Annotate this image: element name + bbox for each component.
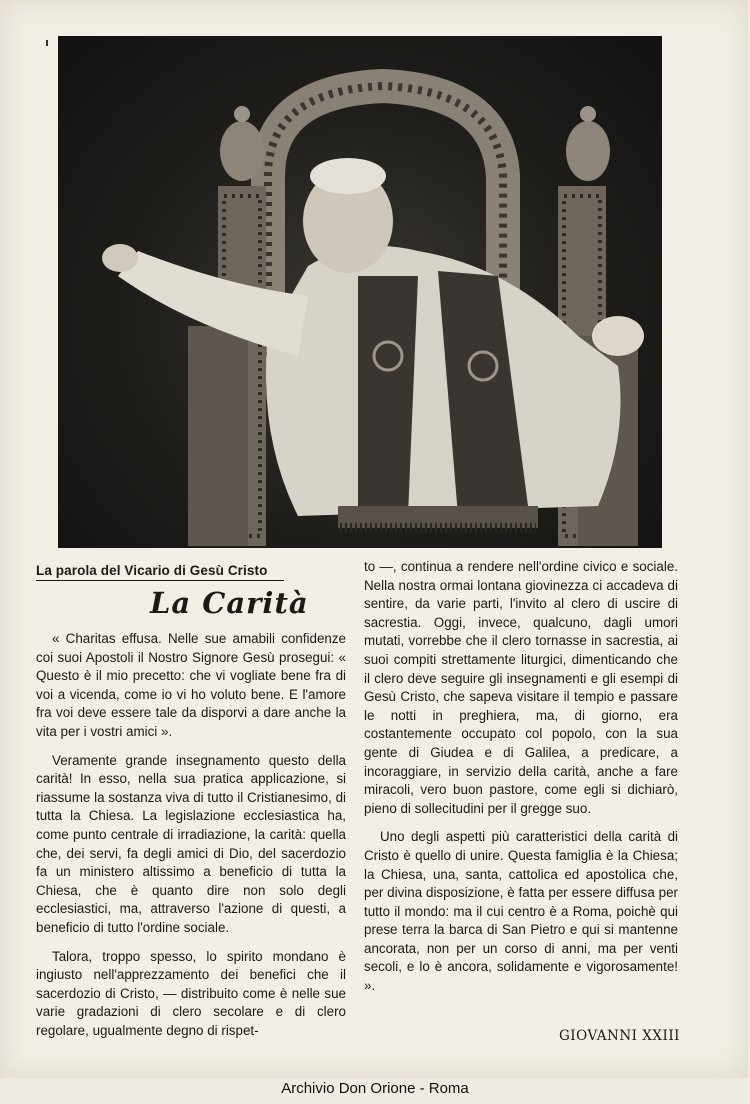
right-column: [364, 558, 678, 996]
right-hand: [592, 316, 644, 356]
stole-left: [358, 276, 418, 516]
paragraph: Veramente grande insegnamento questo della carità! In esso, nella sua pratica applicazione, si riassume la sostanza viva di tutto il Cristianesimo, di tutta la Chiesa. La legislazione ecclesiastica ha, come punto centrale di irradiazione, la carità: quella che, dei servi, fa degli amici di Dio, del sacerdozio fa un ministero altissimo a beneficio di tutta la Chiesa, che è quanto dire non solo degli ecclesiastici, ma, attraverso l'azione di questi, a beneficio di tutto l'ordine sociale.: [36, 752, 346, 935]
signature: GIOVANNI XXIII: [559, 1028, 680, 1044]
left-finial: [220, 121, 264, 181]
article-kicker: La parola del Vicario di Gesù Cristo: [36, 563, 284, 581]
article-title: La Carità: [150, 586, 309, 620]
stole-fringe: [338, 506, 538, 528]
zucchetto: [310, 158, 386, 194]
paragraph: Talora, troppo spesso, lo spirito mondano è ingiusto nell'apprezzamento dei benefici che il sacerdozio di Cristo, — distribuito come è nelle sue varie gradazioni di clero secolare e di clero regolare, ugualmente degno di rispet-: [36, 948, 346, 1038]
right-finial: [566, 121, 610, 181]
pope-on-throne-image: [58, 36, 662, 548]
archive-footer: Archivio Don Orione - Roma: [281, 1080, 469, 1097]
paragraph: Uno degli aspetti più caratteristici della carità di Cristo è quello di unire. Questa famiglia è la Chiesa; la Chiesa, una, santa, cattolica ed apostolica che, per divina disposizione, è fatta per essere diffusa per tutto il mondo: ma il cui centro è a Roma, poichè qui prese terra la barca di San Pietro e qui si mantenne ancorata, non per un corso di anni, ma per venti secoli, e lo è ancora, solidamente e vigorosamente! ».: [364, 829, 678, 994]
pope-photograph: [58, 36, 662, 548]
print-mark: [46, 40, 48, 46]
left-column: [36, 630, 346, 1040]
paragraph: « Charitas effusa. Nelle sue amabili confidenze coi suoi Apostoli il Nostro Signore Gesù prosegui: « Questo è il mio precetto: che vi vogliate bene fra di voi a vicenda, come io vi ho voluto bene. E l'amore fra voi deve essere tale da disporvi a dare anche la vita per i vostri amici ».: [36, 631, 346, 739]
left-throne-arm: [188, 326, 248, 546]
paragraph: to —, continua a rendere nell'ordine civico e sociale. Nella nostra ormai lontana giovinezza ci accadeva di sentire, da varie parti, l'invito al clero di uscire di sacrestia. Oggi, invece, qualcuno, dagli umori mutati, vorrebbe che il clero tornasse in sacrestia, ai suoi compiti strettamente liturgici, dimenticando che il clero deve seguire gli insegnamenti e gli esempi di Gesù Cristo, che sapeva visitare il tempio e passare le notti in preghiera, ma, di giorno, era costantemente occupato col popolo, con la sua gente di Giudea e di Galilea, a predicare, a incoraggiare, in servizio della carità, anche a fare miracoli, vero buon pastore, come egli si dichiarò, pieno di sollecitudini per il gregge suo.: [364, 559, 678, 816]
blessing-hand: [102, 244, 138, 272]
